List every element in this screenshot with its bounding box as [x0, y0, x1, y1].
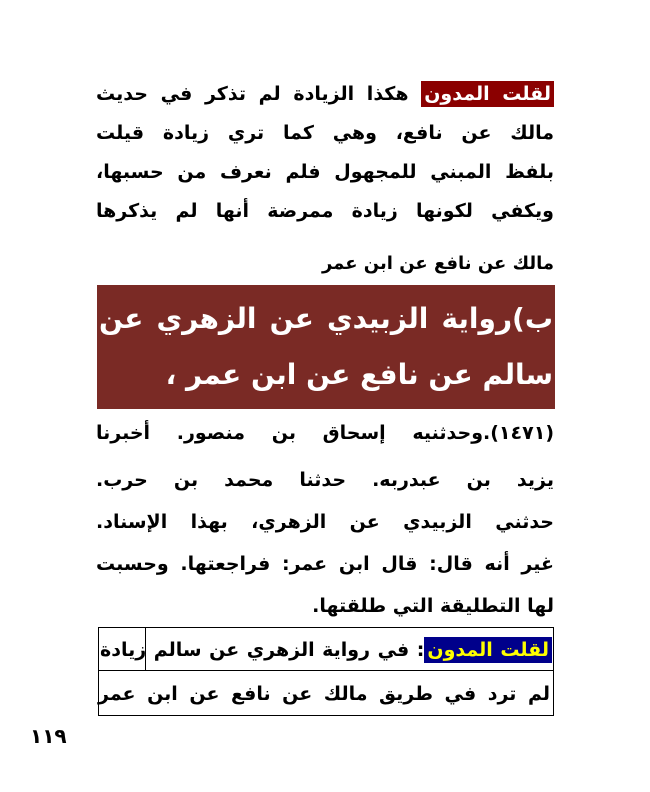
- para2-line1: [100, 632, 552, 668]
- hadith-line4: غير أنه قال: قال ابن عمر: فراجعتها. وحسبت: [96, 553, 554, 575]
- hadith-line5: لها التطليقة التي طلقتها.: [312, 595, 554, 617]
- para2-line2: لم ترد في طريق مالك عن نافع عن ابن عمر: [98, 683, 550, 705]
- hadith-line1: (١٤٧١).وحدثنيه إسحاق بن منصور. أخبرنا: [96, 422, 554, 444]
- para1-line1: [96, 76, 554, 112]
- hadith-line3: حدثني الزبيدي عن الزهري، بهذا الإسناد.: [96, 511, 554, 533]
- section-heading-line2: سالم عن نافع عن ابن عمر ،: [165, 358, 553, 391]
- para1-line4: ويكفي لكونها زيادة ممرضة أنها لم يذكرها: [96, 200, 554, 222]
- section-heading: [97, 285, 555, 409]
- author-note-label: لقلت المدون: [421, 81, 554, 107]
- para1-line1-text: هكذا الزيادة لم تذكر في حديث: [96, 83, 422, 105]
- para1-line2: مالك عن نافع، وهي كما تري زيادة قيلت: [96, 122, 554, 144]
- page-number: ١١٩: [30, 724, 67, 748]
- author-note-label-blue: لقلت المدون: [424, 637, 552, 663]
- para1-line5: مالك عن نافع عن ابن عمر: [321, 253, 554, 274]
- section-heading-line1: ب)رواية الزبيدي عن الزهري عن: [99, 302, 553, 335]
- para2-line1-text: : في رواية الزهري عن سالم زيادة: [100, 639, 425, 661]
- para1-line3: بلفظ المبني للمجهول فلم نعرف من حسبها،: [96, 161, 554, 183]
- hadith-line2: يزيد بن عبدربه. حدثنا محمد بن حرب.: [96, 469, 554, 491]
